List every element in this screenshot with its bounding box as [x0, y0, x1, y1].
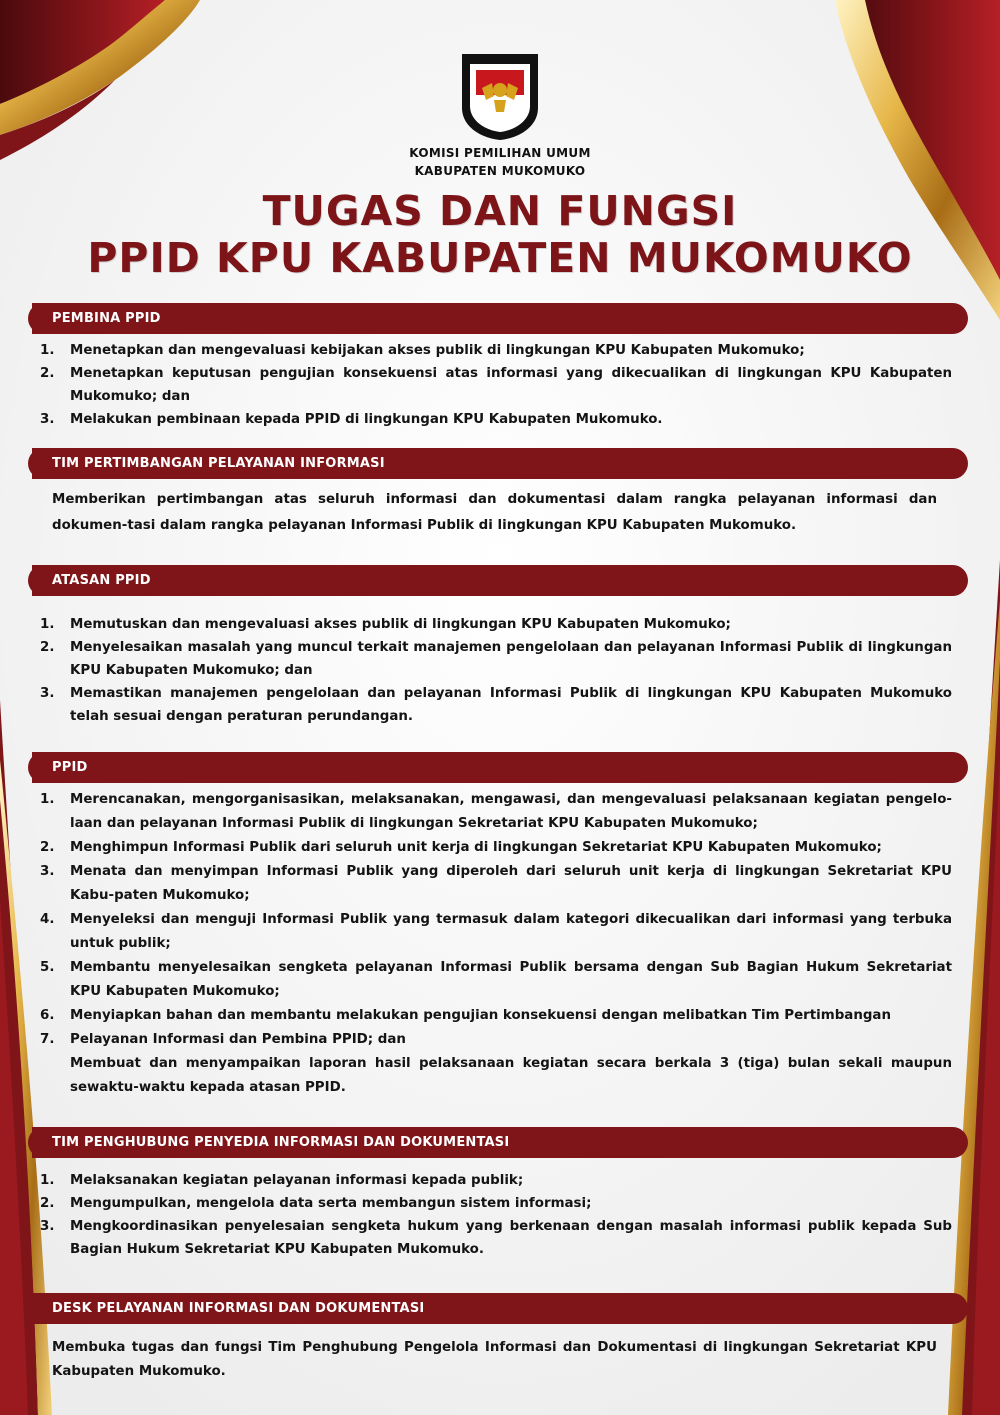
ppid-list — [40, 788, 952, 1100]
list-item: 3. Melakukan pembinaan kepada PPID di lingkungan KPU Kabupaten Mukomuko. — [40, 412, 663, 427]
list-item: 2. Mengumpulkan, mengelola data serta membangun sistem informasi; — [40, 1196, 592, 1211]
section-heading-ppid: PPID — [32, 752, 968, 783]
list-item: 6. Menyiapkan bahan dan membantu melakukan pengujian konsekuensi dengan melibatkan Tim Pertimbangan — [40, 1008, 892, 1023]
org-name-line1: KOMISI PEMILIHAN UMUM — [409, 146, 591, 160]
tim-penghubung-list — [40, 1169, 952, 1261]
list-item: 1. Memutuskan dan mengevaluasi akses publik di lingkungan KPU Kabupaten Mukomuko; — [40, 617, 731, 632]
list-item: 2. Menyelesaikan masalah yang muncul terkait manajemen pengelolaan dan pelayanan Informasi Publik di lingkungan KPU Kabupaten Mukomuko; dan — [40, 640, 952, 678]
section-heading-tim-penghubung: TIM PENGHUBUNG PENYEDIA INFORMASI DAN DOKUMENTASI — [32, 1127, 968, 1158]
section-heading-atasan: ATASAN PPID — [32, 565, 968, 596]
list-item: 3. Menata dan menyimpan Informasi Publik yang diperoleh dari seluruh unit kerja di lingkungan Sekretariat KPU Kabu-paten Mukomuko; — [40, 864, 952, 903]
list-item: 1. Melaksanakan kegiatan pelayanan informasi kepada publik; — [40, 1173, 524, 1188]
list-item: 5. Membantu menyelesaikan sengketa pelayanan Informasi Publik bersama dengan Sub Bagian Hukum Sekretariat KPU Kabupaten Mukomuko; — [40, 960, 952, 999]
section-heading-tim-pertimbangan: TIM PERTIMBANGAN PELAYANAN INFORMASI — [32, 448, 968, 479]
section-heading-desk: DESK PELAYANAN INFORMASI DAN DOKUMENTASI — [32, 1293, 968, 1324]
list-item: 3. Memastikan manajemen pengelolaan dan pelayanan Informasi Publik di lingkungan KPU Kabupaten Mukomuko telah sesuai dengan peraturan perundangan. — [40, 686, 952, 724]
list-item: 4. Menyeleksi dan menguji Informasi Publik yang termasuk dalam kategori dikecualikan dari informasi yang terbuka untuk publik; — [40, 912, 952, 951]
desk-text: Membuka tugas dan fungsi Tim Penghubung Pengelola Informasi dan Dokumentasi di lingkungan Sekretariat KPU Kabupaten Mukomuko. — [52, 1340, 937, 1379]
list-item: 2. Menghimpun Informasi Publik dari seluruh unit kerja di lingkungan Sekretariat KPU Kabupaten Mukomuko; — [40, 840, 882, 855]
page-title-line1: TUGAS DAN FUNGSI — [262, 187, 738, 235]
tim-pertimbangan-text: Memberikan pertimbangan atas seluruh informasi dan dokumentasi dalam rangka pelayanan informasi dan dokumen-tasi dalam rangka pelayanan Informasi Publik di lingkungan KPU Kabupaten Mukomuko. — [52, 492, 937, 533]
kpu-logo — [458, 50, 542, 142]
org-name-line2: KABUPATEN MUKOMUKO — [414, 164, 586, 178]
pembina-list — [40, 339, 952, 431]
list-item: 3. Mengkoordinasikan penyelesaian sengketa hukum yang berkenaan dengan masalah informasi publik kepada Sub Bagian Hukum Sekretariat KPU Kabupaten Mukomuko. — [40, 1219, 952, 1257]
page-title-line2: PPID KPU KABUPATEN MUKOMUKO — [87, 234, 913, 282]
list-item: 2. Menetapkan keputusan pengujian konsekuensi atas informasi yang dikecualikan di lingkungan KPU Kabupaten Mukomuko; dan — [40, 366, 952, 404]
section-heading-pembina: PEMBINA PPID — [32, 303, 968, 334]
list-item: 1. Merencanakan, mengorganisasikan, melaksanakan, mengawasi, dan mengevaluasi pelaksanaan kegiatan pengelo-laan dan pelayanan Informasi Publik di lingkungan Sekretariat KPU Kabupaten Mukomuko; — [40, 792, 952, 831]
atasan-list — [40, 613, 952, 728]
list-item: 1. Menetapkan dan mengevaluasi kebijakan akses publik di lingkungan KPU Kabupaten Mukomuko; — [40, 343, 805, 358]
list-item: Membuat dan menyampaikan laporan hasil pelaksanaan kegiatan secara berkala 3 (tiga) bulan sekali maupun sewaktu-waktu kepada atasan PPID. — [70, 1056, 952, 1095]
list-item: 7. Pelayanan Informasi dan Pembina PPID; dan — [40, 1032, 406, 1047]
